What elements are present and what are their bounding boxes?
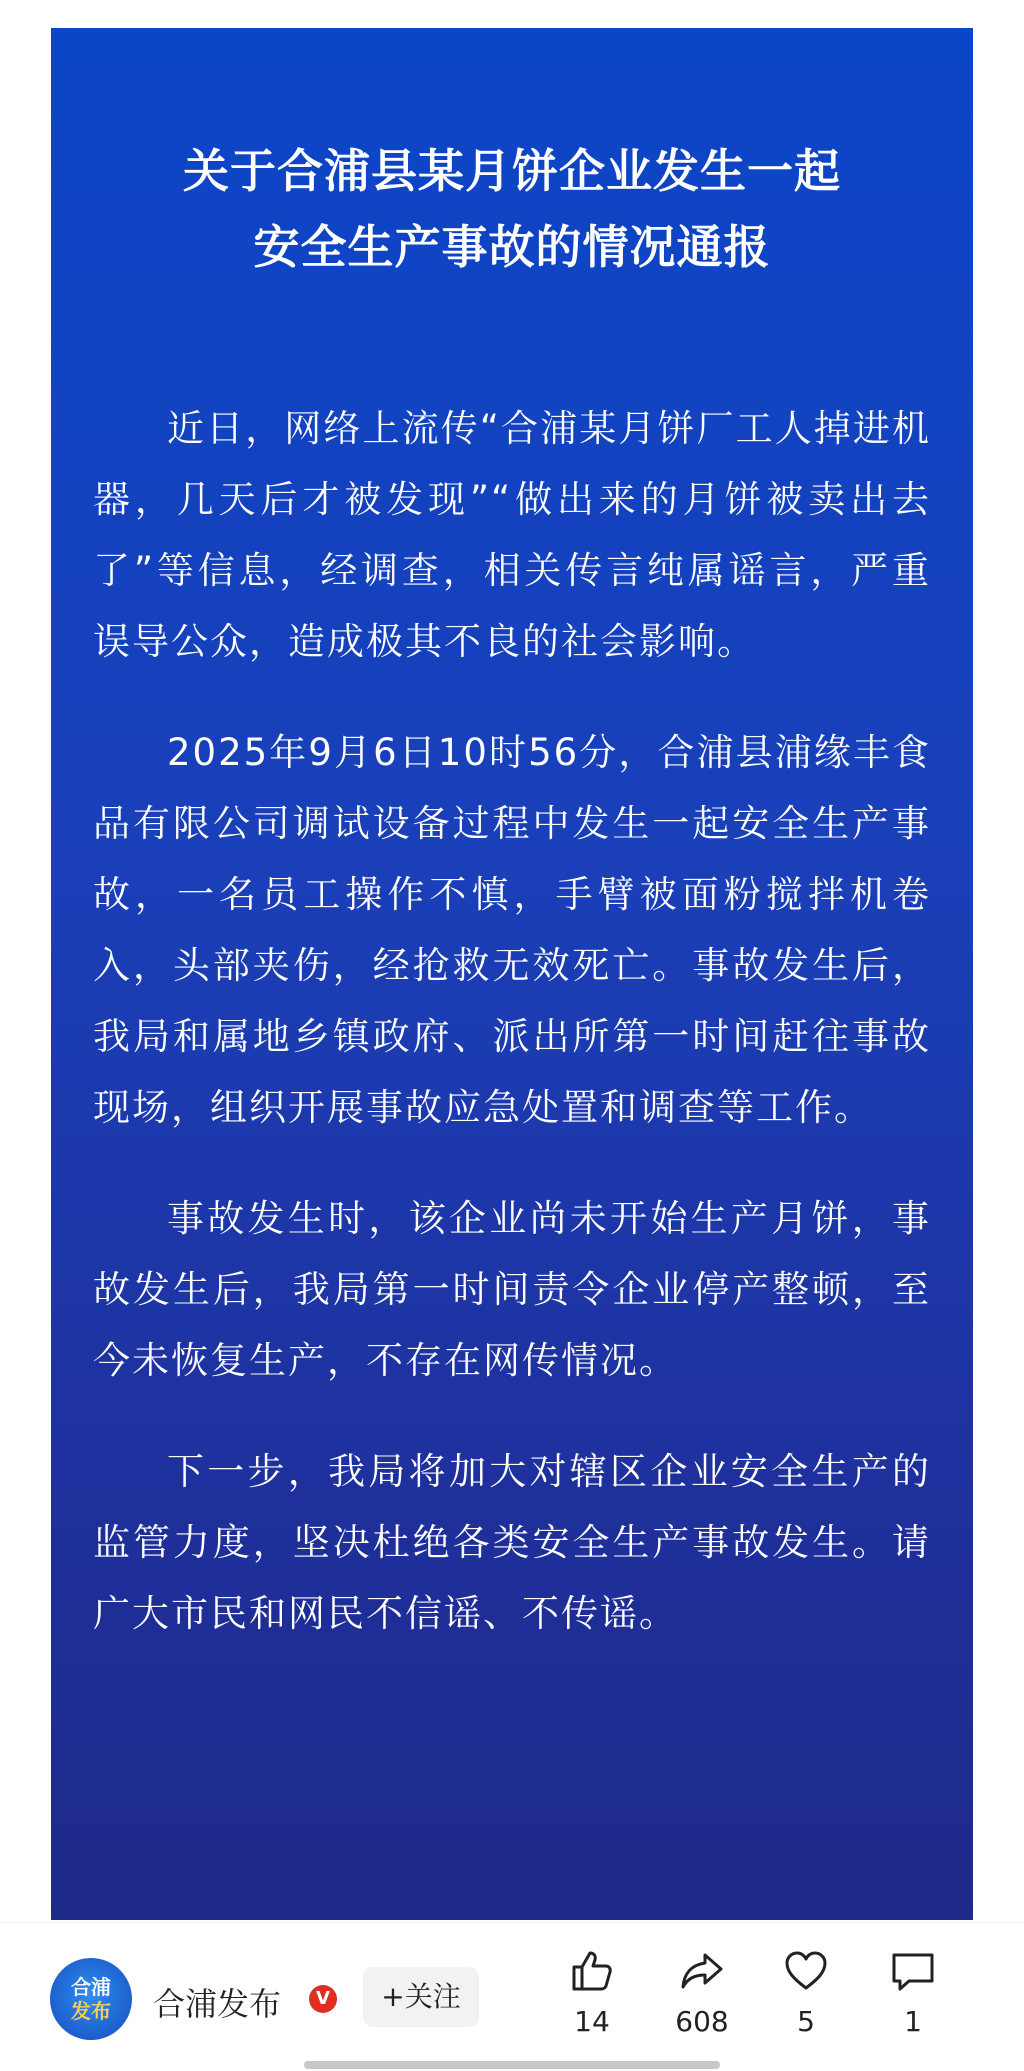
avatar-text-line-1: 合浦 — [71, 1975, 111, 1999]
heart-icon — [782, 1947, 830, 1995]
notice-title-line-2: 安全生产事故的情况通报 — [253, 220, 771, 274]
notice-image — [51, 28, 973, 1920]
share-count: 608 — [675, 2005, 729, 2038]
bottom-action-bar — [0, 1922, 1024, 2071]
favorite-count: 5 — [797, 2005, 815, 2038]
verified-badge: V — [309, 1985, 337, 2013]
like-button[interactable] — [552, 1947, 632, 2038]
follow-button[interactable]: +关注 — [363, 1967, 479, 2027]
share-icon — [678, 1947, 726, 1995]
comment-button[interactable] — [873, 1947, 953, 2038]
notice-title — [93, 133, 931, 285]
like-count: 14 — [574, 2005, 610, 2038]
comment-count: 1 — [904, 2005, 922, 2038]
avatar[interactable] — [50, 1958, 132, 2040]
notice-paragraph: 近日，网络上流传“合浦某月饼厂工人掉进机器，几天后才被发现”“做出来的月饼被卖出去了”等信息，经调查，相关传言纯属谣言，严重误导公众，造成极其不良的社会影响。 — [93, 407, 931, 663]
notice-title-line-1: 关于合浦县某月饼企业发生一起 — [183, 144, 841, 198]
favorite-button[interactable] — [766, 1947, 846, 2038]
home-indicator[interactable] — [304, 2061, 720, 2069]
notice-paragraph: 事故发生时，该企业尚未开始生产月饼，事故发生后，我局第一时间责令企业停产整顿，至今未恢复生产，不存在网传情况。 — [93, 1197, 931, 1382]
notice-paragraph: 2025年9月6日10时56分，合浦县浦缘丰食品有限公司调试设备过程中发生一起安全生产事故，一名员工操作不慎，手臂被面粉搅拌机卷入，头部夹伤，经抢救无效死亡。事故发生后，我局和属地乡镇政府、派出所第一时间赶往事故现场，组织开展事故应急处置和调查等工作。 — [93, 731, 931, 1129]
account-name[interactable]: 合浦发布 — [153, 1985, 282, 2023]
comment-icon — [889, 1947, 937, 1995]
thumbs-up-icon — [568, 1947, 616, 1995]
avatar-text-line-2: 发布 — [71, 1999, 111, 2023]
notice-paragraph: 下一步，我局将加大对辖区企业安全生产的监管力度，坚决杜绝各类安全生产事故发生。请广大市民和网民不信谣、不传谣。 — [93, 1450, 931, 1635]
share-button[interactable] — [662, 1947, 742, 2038]
